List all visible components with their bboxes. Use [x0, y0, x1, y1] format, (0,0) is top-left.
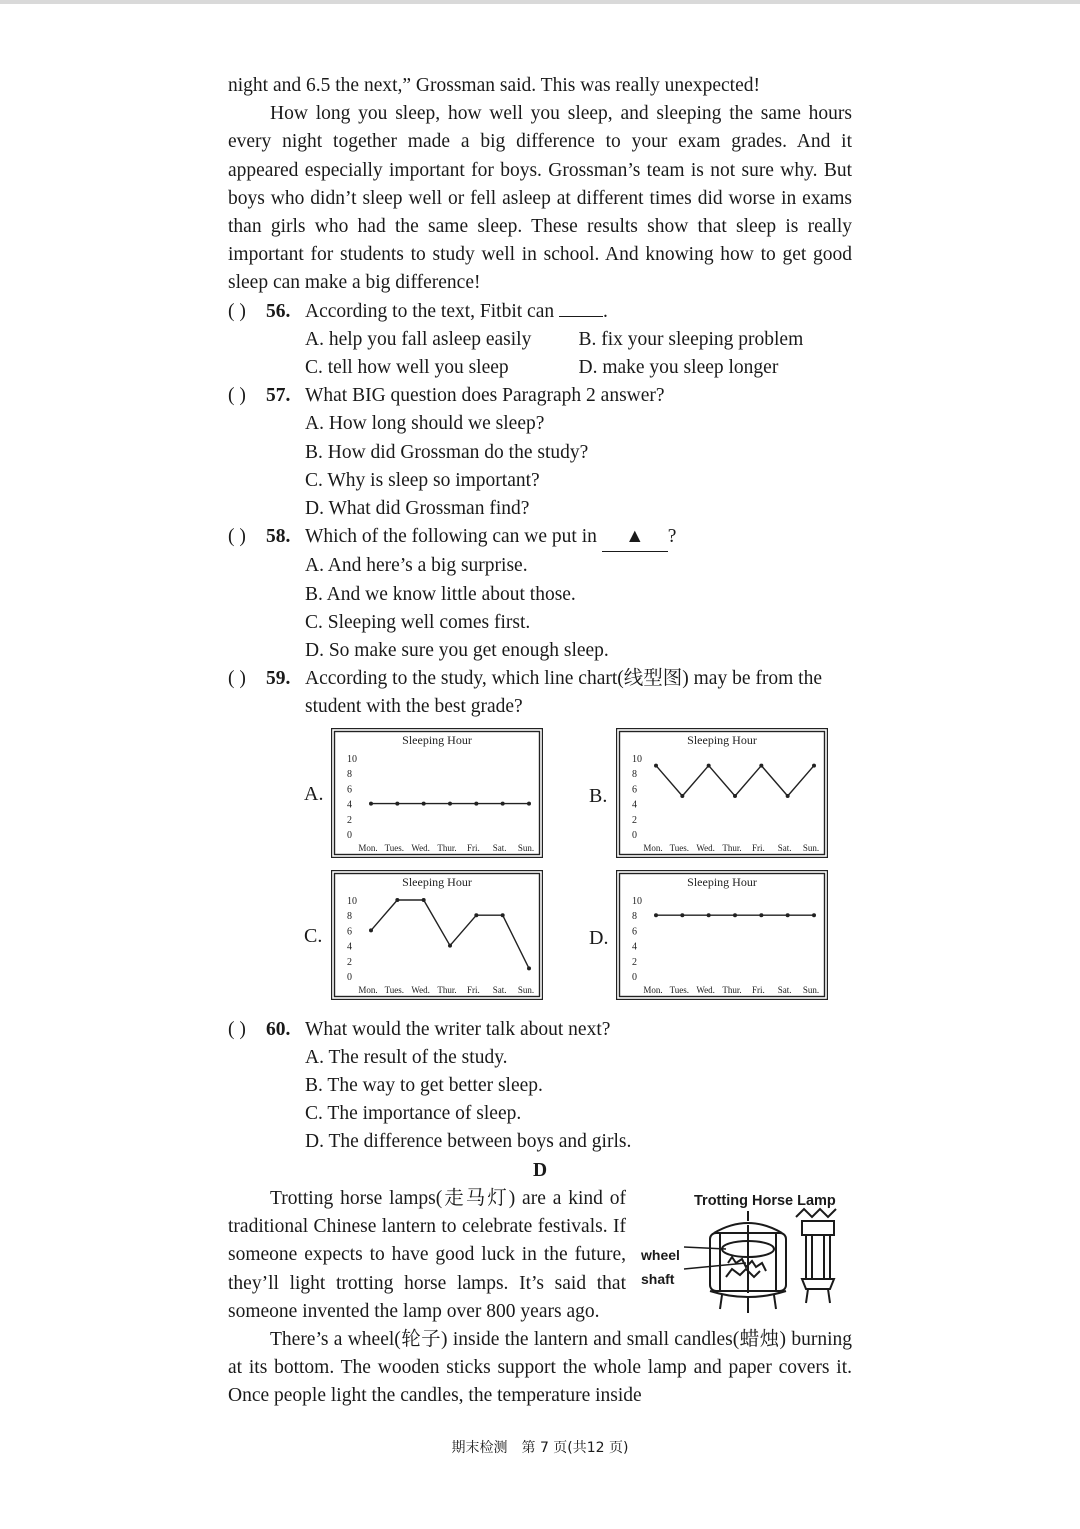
data-point [422, 801, 426, 805]
option-a: A. And here’s a big surprise. [305, 555, 528, 577]
data-point [395, 801, 399, 805]
question-stem: What would the writer talk about next? [305, 1018, 611, 1040]
option-c: C. The importance of sleep. [305, 1103, 522, 1125]
question-number: 56. [266, 300, 291, 322]
options-row [228, 326, 852, 354]
x-tick-label: Thur. [437, 842, 457, 853]
section-d-intro [228, 1185, 852, 1326]
paragraph-continuation: night and 6.5 the next,” Grossman said. This was really unexpected! [228, 75, 760, 96]
y-tick-label: 0 [632, 971, 637, 983]
x-tick-label: Tues. [669, 984, 690, 995]
top-border-line [0, 0, 1080, 4]
paragraph-sleep-results: How long you sleep, how well you sleep, and sleeping the same hours every night together made a big difference to your exam grades. And it appeared especially important for boys. Grossman’s team is not sure why. But boys who didn’t sleep well or fell asleep at different times did worse in exams than girls who had the same sleep. These results show that sleep is really important for students to study well in school. And knowing how to get good sleep can make a big difference! [228, 103, 852, 294]
section-heading: D [532, 1159, 548, 1181]
chart-outer-frame [617, 870, 828, 999]
x-tick-label: Mon. [643, 842, 663, 853]
line-charts-grid [228, 728, 852, 1012]
lamp-figure [636, 1185, 852, 1325]
question-number: 59. [266, 668, 291, 690]
question-stem: What BIG question does Paragraph 2 answer? [305, 385, 665, 407]
answer-bracket[interactable]: ( ) [228, 1018, 246, 1040]
data-point [654, 913, 658, 917]
data-point [759, 763, 763, 767]
question-60 [228, 1016, 852, 1044]
series-line [371, 900, 529, 968]
option-c: C. tell how well you sleep [305, 357, 509, 379]
option-b: B. And we know little about those. [305, 583, 576, 605]
y-tick-label: 8 [347, 910, 352, 922]
y-tick-label: 0 [632, 829, 637, 841]
data-point [422, 898, 426, 902]
x-tick-label: Wed. [411, 842, 430, 853]
data-point [786, 794, 790, 798]
series-line [656, 765, 814, 795]
option-a: A. help you fall asleep easily [305, 328, 532, 350]
chart-d [616, 870, 828, 1000]
x-tick-label: Sat. [777, 842, 792, 853]
x-tick-label: Sat. [492, 842, 507, 853]
question-stem: According to the text, Fitbit can [305, 300, 555, 322]
chart-inner-frame [620, 873, 825, 996]
y-tick-label: 0 [347, 971, 352, 983]
x-tick-label: Sat. [492, 984, 507, 995]
chart-inner-frame [335, 873, 540, 996]
x-tick-label: Thur. [437, 984, 457, 995]
chart-option-label-d: D. [589, 926, 609, 949]
x-tick-label: Tues. [384, 842, 405, 853]
y-tick-label: 4 [347, 941, 352, 953]
answer-bracket[interactable]: ( ) [228, 668, 246, 690]
data-point [654, 763, 658, 767]
y-tick-label: 10 [347, 753, 357, 765]
x-tick-label: Sat. [777, 984, 792, 995]
question-number: 60. [266, 1018, 291, 1040]
paragraph-trotting-horse-lamps: Trotting horse lamps(走马灯) are a kind of traditional Chinese lantern to celebrate festivals. If someone expects to have good luck in the future, they’ll light trotting horse lamps. It’s said that someone invented the lamp over 800 years ago. [228, 1187, 626, 1322]
y-tick-label: 2 [632, 956, 637, 968]
triangle-blank-marker: ▲ [602, 523, 668, 552]
data-point [527, 801, 531, 805]
chart-outer-frame [332, 870, 543, 999]
data-point [680, 913, 684, 917]
option-b: B. fix your sleeping problem [578, 328, 804, 350]
paragraph-lamp-structure: There’s a wheel(轮子) inside the lantern and small candles(蜡烛) burning at its bottom. The wooden sticks support the whole lamp and paper covers it. Once people light the candles, the temperature inside [228, 1328, 852, 1407]
data-point [786, 913, 790, 917]
y-tick-label: 6 [347, 926, 352, 938]
exam-page [228, 72, 852, 1411]
y-tick-label: 10 [632, 895, 642, 907]
option-c: C. Why is sleep so important? [305, 469, 540, 491]
option-a: A. How long should we sleep? [305, 413, 545, 435]
option-d: D. What did Grossman find? [305, 498, 530, 520]
y-tick-label: 10 [347, 895, 357, 907]
option-d: D. make you sleep longer [578, 357, 779, 379]
chart-a [331, 728, 543, 858]
options-row [228, 354, 852, 382]
question-58 [228, 523, 852, 552]
data-point [812, 913, 816, 917]
page-footer: 期末检测 第 7 页(共12 页) [451, 1440, 629, 1456]
y-tick-label: 4 [632, 941, 637, 953]
line-chart-svg [616, 728, 828, 858]
question-57 [228, 382, 852, 410]
option-b: B. How did Grossman do the study? [305, 441, 589, 463]
data-point [680, 794, 684, 798]
y-tick-label: 6 [632, 784, 637, 796]
data-point [812, 763, 816, 767]
question-stem-end: ? [667, 526, 677, 548]
x-tick-label: Sun. [517, 984, 535, 995]
chart-title: Sleeping Hour [687, 732, 757, 747]
option-a: A. The result of the study. [305, 1046, 508, 1068]
y-tick-label: 2 [632, 814, 637, 826]
wheel-label: wheel [641, 1246, 680, 1263]
data-point [448, 943, 452, 947]
x-tick-label: Fri. [466, 842, 480, 853]
chart-inner-frame [335, 731, 540, 854]
chart-title: Sleeping Hour [687, 874, 757, 889]
answer-bracket[interactable]: ( ) [228, 385, 246, 407]
x-tick-label: Fri. [751, 984, 765, 995]
chart-option-label-a: A. [304, 782, 324, 805]
option-b: B. The way to get better sleep. [305, 1075, 543, 1097]
data-point [527, 966, 531, 970]
y-tick-label: 4 [632, 799, 637, 811]
answer-blank [559, 298, 603, 317]
data-point [733, 913, 737, 917]
chart-inner-frame [620, 731, 825, 854]
y-tick-label: 0 [347, 829, 352, 841]
shaft-label: shaft [641, 1270, 675, 1287]
data-point [733, 794, 737, 798]
y-tick-label: 8 [347, 768, 352, 780]
y-tick-label: 4 [347, 799, 352, 811]
x-tick-label: Mon. [358, 984, 378, 995]
x-tick-label: Sun. [802, 984, 820, 995]
data-point [448, 801, 452, 805]
chart-title: Sleeping Hour [402, 874, 472, 889]
y-tick-label: 6 [347, 784, 352, 796]
answer-bracket[interactable]: ( ) [228, 300, 246, 322]
data-point [501, 801, 505, 805]
y-tick-label: 2 [347, 814, 352, 826]
option-d: D. The difference between boys and girls. [305, 1131, 632, 1153]
question-stem: According to the study, which line chart(线型图) may be from the student with the best grade? [305, 668, 822, 718]
chart-c [331, 870, 543, 1000]
chart-option-label-c: C. [304, 924, 323, 947]
question-number: 57. [266, 385, 291, 407]
y-tick-label: 10 [632, 753, 642, 765]
question-59 [228, 665, 852, 721]
question-stem: Which of the following can we put in [305, 526, 597, 548]
x-tick-label: Wed. [411, 984, 430, 995]
x-tick-label: Sun. [517, 842, 535, 853]
chart-b [616, 728, 828, 858]
x-tick-label: Thur. [722, 984, 742, 995]
x-tick-label: Mon. [358, 842, 378, 853]
option-c: C. Sleeping well comes first. [305, 611, 531, 633]
y-tick-label: 8 [632, 768, 637, 780]
x-tick-label: Wed. [696, 984, 715, 995]
line-chart-svg [616, 870, 828, 1000]
chart-outer-frame [332, 728, 543, 857]
x-tick-label: Tues. [669, 842, 690, 853]
data-point [369, 928, 373, 932]
option-d: D. So make sure you get enough sleep. [305, 640, 609, 662]
y-tick-label: 8 [632, 910, 637, 922]
answer-bracket[interactable]: ( ) [228, 526, 246, 548]
figure-title: Trotting Horse Lamp [694, 1192, 836, 1209]
question-56 [228, 298, 852, 326]
chart-option-label-b: B. [589, 784, 608, 807]
x-tick-label: Fri. [466, 984, 480, 995]
chart-title: Sleeping Hour [402, 732, 472, 747]
x-tick-label: Thur. [722, 842, 742, 853]
data-point [707, 763, 711, 767]
data-point [474, 801, 478, 805]
data-point [501, 913, 505, 917]
data-point [474, 913, 478, 917]
y-tick-label: 6 [632, 926, 637, 938]
question-stem-end: . [603, 300, 608, 322]
y-tick-label: 2 [347, 956, 352, 968]
x-tick-label: Wed. [696, 842, 715, 853]
data-point [369, 801, 373, 805]
line-chart-svg [331, 728, 543, 858]
x-tick-label: Fri. [751, 842, 765, 853]
line-chart-svg [331, 870, 543, 1000]
x-tick-label: Tues. [384, 984, 405, 995]
data-point [707, 913, 711, 917]
data-point [395, 898, 399, 902]
lamp-illustration [636, 1185, 852, 1325]
x-tick-label: Sun. [802, 842, 820, 853]
x-tick-label: Mon. [643, 984, 663, 995]
chart-outer-frame [617, 728, 828, 857]
data-point [759, 913, 763, 917]
question-number: 58. [266, 526, 291, 548]
